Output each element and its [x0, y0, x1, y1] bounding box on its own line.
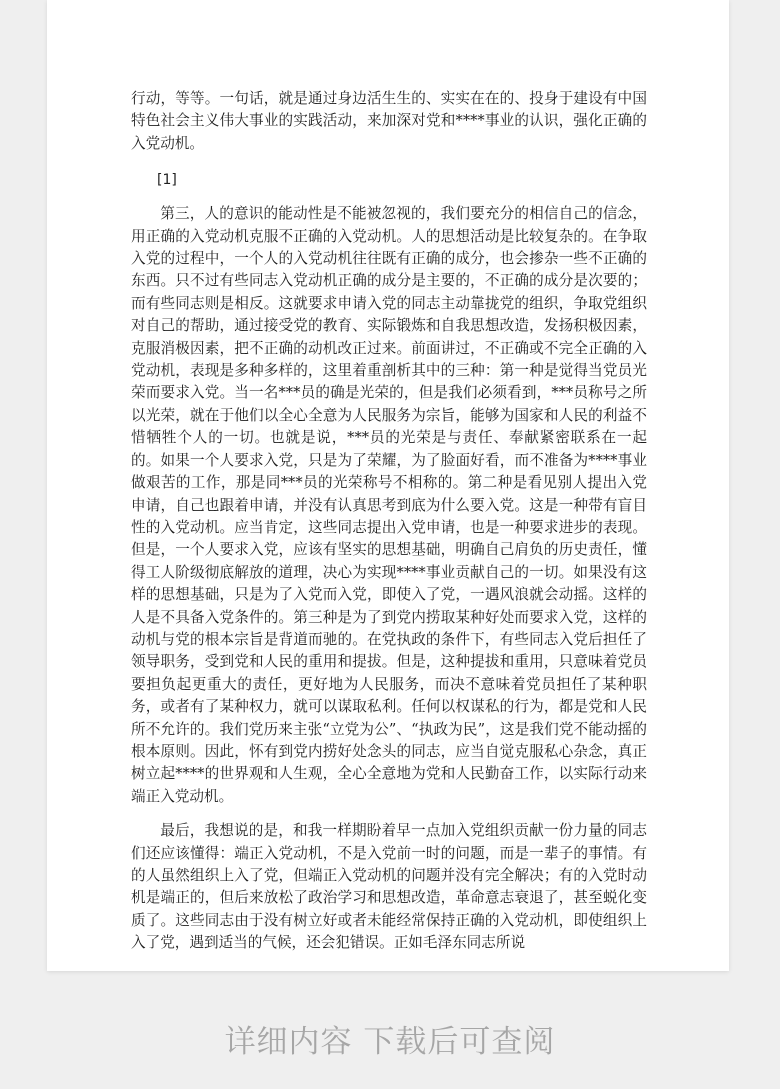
reference-marker: [1]: [157, 172, 177, 189]
paragraph-3: 最后，我想说的是，和我一样期盼着早一点加入党组织贡献一份力量的同志们还应该懂得：端正入党动机，不是入党前一时的问题，而是一辈子的事情。有的人虽然组织上入了党，但端正入党动机的问题并没有完全解决；有的入党时动机是端正的，但后来放松了政治学习和思想改造，革命意志衰退了，甚至蜕化变质了。这些同志由于没有树立好或者未能经常保持正确的入党动机，即使组织上入了党，遇到适当的气候，还会犯错误。正如毛泽东同志所说: [131, 822, 647, 952]
document-page: [47, 0, 729, 971]
document-body: [131, 88, 647, 955]
download-prompt: 详细内容 下载后可查阅: [224, 1024, 556, 1060]
paragraph-2: 第三，人的意识的能动性是不能被忽视的，我们要充分的相信自己的信念，用正确的入党动机克服不正确的入党动机。人的思想活动是比较复杂的。在争取入党的过程中，一个人的入党动机往往既有正确的成分，也会掺杂一些不正确的东西。只不过有些同志入党动机正确的成分是主要的，不正确的成分是次要的；而有些同志则是相反。这就要求申请入党的同志主动靠拢党的组织，争取党组织对自己的帮助，通过接受党的教育、实际锻炼和自我思想改造，发扬积极因素，克服消极因素，把不正确的动机改正过来。前面讲过，不正确或不完全正确的入党动机，表现是多种多样的，这里着重剖析其中的三种：第一种是觉得当党员光荣而要求入党。当一名***员的确是光荣的，但是我们必须看到，***员称号之所以光荣，就在于他们以全心全意为人民服务为宗旨，能够为国家和人民的利益不惜牺牲个人的一切。也就是说，***员的光荣是与责任、奉献紧密联系在一起的。如果一个人要求入党，只是为了荣耀，为了脸面好看，而不准备为****事业做艰苦的工作，那是同***员的光荣称号不相称的。第二种是看见别人提出入党申请，自己也跟着申请，并没有认真思考到底为什么要入党。这是一种带有盲目性的入党动机。应当肯定，这些同志提出入党申请，也是一种要求进步的表现。但是，一个人要求入党，应该有坚实的思想基础，明确自己肩负的历史责任，懂得工人阶级彻底解放的道理，决心为实现****事业贡献自己的一切。如果没有这样的思想基础，只是为了入党而入党，即使入了党，一遇风浪就会动摇。这样的人是不具备入党条件的。第三种是为了到党内捞取某种好处而要求入党，这样的动机与党的根本宗旨是背道而驰的。在党执政的条件下，有些同志入党后担任了领导职务，受到党和人民的重用和提拔。但是，这种提拔和重用，只意味着党员要担负起更重大的责任，更好地为人民服务，而决不意味着党员担任了某种职务，或者有了某种权力，就可以谋取私利。任何以权谋私的行为，都是党和人民所不允许的。我们党历来主张“立党为公”、“执政为民”，这是我们党不能动摇的根本原则。因此，怀有到党内捞好处念头的同志，应当自觉克服私心杂念，真正树立起****的世界观和人生观，全心全意地为党和人民勤奋工作，以实际行动来端正入党动机。: [131, 205, 647, 805]
paragraph-1: 行动，等等。一句话，就是通过身边活生生的、实实在在的、投身于建设有中国特色社会主义伟大事业的实践活动，来加深对党和****事业的认识，强化正确的入党动机。: [131, 90, 647, 152]
